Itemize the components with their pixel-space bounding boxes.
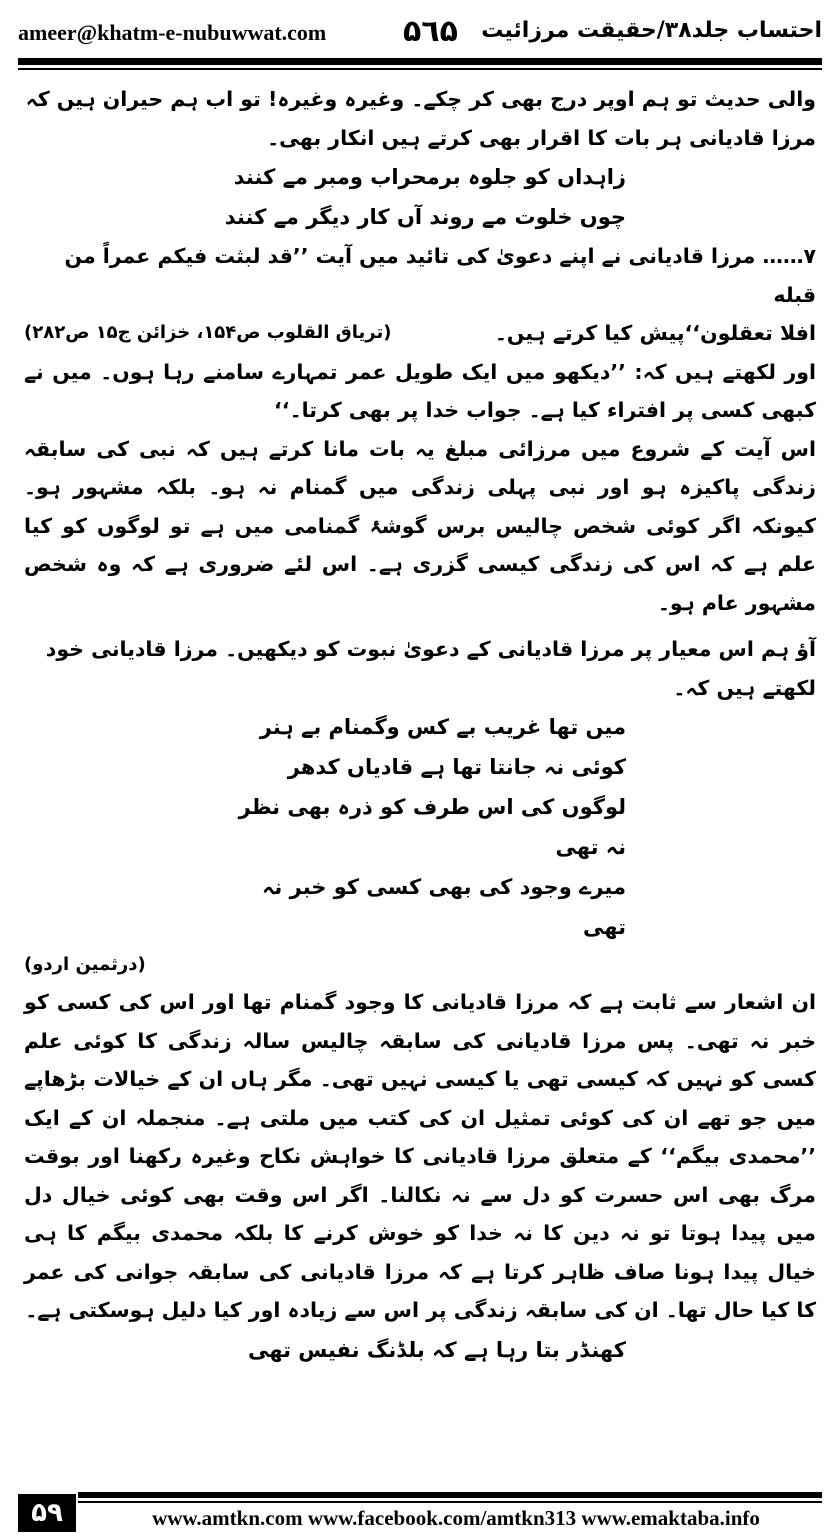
reference-citation: (تریاق القلوب ص۱۵۴، خزائن ج۱۵ ص۲۸۲) (24, 322, 392, 343)
header-rule-thick (18, 58, 822, 65)
paragraph-4: اس آیت کے شروع میں مرزائی مبلغ یہ بات مانا کرتے ہیں کہ نبی کی سابقہ زندگی پاکیزہ ہو اور نبی پہلی زندگی میں گمنام نہ ہو۔ بلکہ مشہور ہو۔ کیونکہ اگر کوئی شخص چالیس برس گوشۂ گمنامی میں ہے تو لوگوں کو کیا علم ہے کہ اس کی زندگی کیسی گزری ہے۔ اس لئے ضروری ہے کہ وہ شخص مشہور عام ہو۔ (24, 436, 816, 615)
paragraph-6: ان اشعار سے ثابت ہے کہ مرزا قادیانی کا وجود گمنام تھا اور اس کی کسی کو خبر نہ تھی۔ پس مرزا قادیانی کی سابقہ چالیس سالہ زندگی کا کوئی علم کسی کو نہیں کہ کیسی تھی یا کیسی نہیں تھی۔ مگر ہاں ان کے خیالات بڑھاپے میں جو تھے ان کی کوئی تمثیل ان کی کتب میں ملتی ہے۔ منجملہ ان کے ایک ’’محمدی بیگم‘‘ کے متعلق مرزا قادیانی کا خواہش نکاح وغیرہ رکھنا اور بوقت مرگ بھی اس حسرت کو دل سے نہ نکالنا۔ اگر اس وقت بھی کوئی خیال دل میں پیدا ہوتا تو نہ دین کا نہ خدا کو خوش کرنے کا بلکہ محمدی بیگم کا ہی خیال پیدا ہونا صاف ظاہر کرتا ہے کہ مرزا قادیانی کی سابقہ جوانی کی عمر کا کیا حال تھا۔ ان کی سابقہ زندگی پر اس سے زیادہ اور کیا دلیل ہوسکتی ہے۔ (24, 990, 816, 1322)
paragraph-5: آؤ ہم اس معیار پر مرزا قادیانی کے دعویٰ نبوت کو دیکھیں۔ مرزا قادیانی خود لکھتے ہیں کہ۔ (45, 637, 816, 700)
header-rule-thin (18, 68, 822, 70)
verse-line: کوئی نہ جانتا تھا ہے قادیاں کدھر (287, 755, 626, 779)
verse-reference: (درثمین اردو) (24, 954, 146, 975)
verse-line: میرے وجود کی بھی کسی کو خبر نہ تھی (262, 875, 626, 939)
paragraph-3: اور لکھتے ہیں کہ: ’’دیکھو میں ایک طویل عمر تمہارے سامنے رہا ہوں۔ میں نے کبھی کسی پر افتراء کیا ہے۔ جواب خدا پر بھی کرتا۔‘‘ (24, 359, 816, 422)
verse-line: چوں خلوت مے روند آں کار دیگر مے کنند (224, 205, 626, 229)
footer-page-number: ۵۹ (18, 1494, 76, 1532)
verse-line: میں تھا غریب بے کس وگمنام بے ہنر (259, 715, 626, 739)
paragraph-2-continued (24, 314, 816, 353)
paragraph-2: ۷…… مرزا قادیانی نے اپنے دعویٰ کی تائید میں آیت ’’قد لبثت فیکم عمراً من قبله (64, 244, 816, 307)
header-page-number: ۵٦۵ (403, 14, 458, 49)
header-email: ameer@khatm-e-nubuwwat.com (18, 20, 327, 45)
page-body (24, 80, 816, 1370)
header-book-title: احتساب جلد۳۸/حقیقت مرزائیت (481, 18, 822, 43)
page-footer (18, 1492, 822, 1536)
footer-links[interactable]: www.amtkn.com www.facebook.com/amtkn313 www.emaktaba.info (152, 1506, 760, 1530)
verse-line: لوگوں کی اس طرف کو ذرہ بھی نظر نہ تھی (238, 795, 626, 859)
verse-line: کھنڈر بتا رہا ہے کہ بلڈنگ نفیس تھی (247, 1337, 626, 1362)
footer-rule-thin (78, 1501, 822, 1503)
paragraph-2-tail: افلا تعقلون‘‘پیش کیا کرتے ہیں۔ (494, 321, 816, 345)
paragraph-1: والی حدیث تو ہم اوپر درج بھی کر چکے۔ وغیرہ وغیرہ! تو اب ہم حیران ہیں کہ مرزا قادیانی ہر بات کا اقرار بھی کرتے ہیں انکار بھی۔ (25, 87, 816, 150)
verse-line: زاہداں کو جلوہ برمحراب ومبر مے کنند (233, 165, 626, 189)
page-header (18, 8, 822, 54)
footer-rule-thick (78, 1492, 822, 1498)
